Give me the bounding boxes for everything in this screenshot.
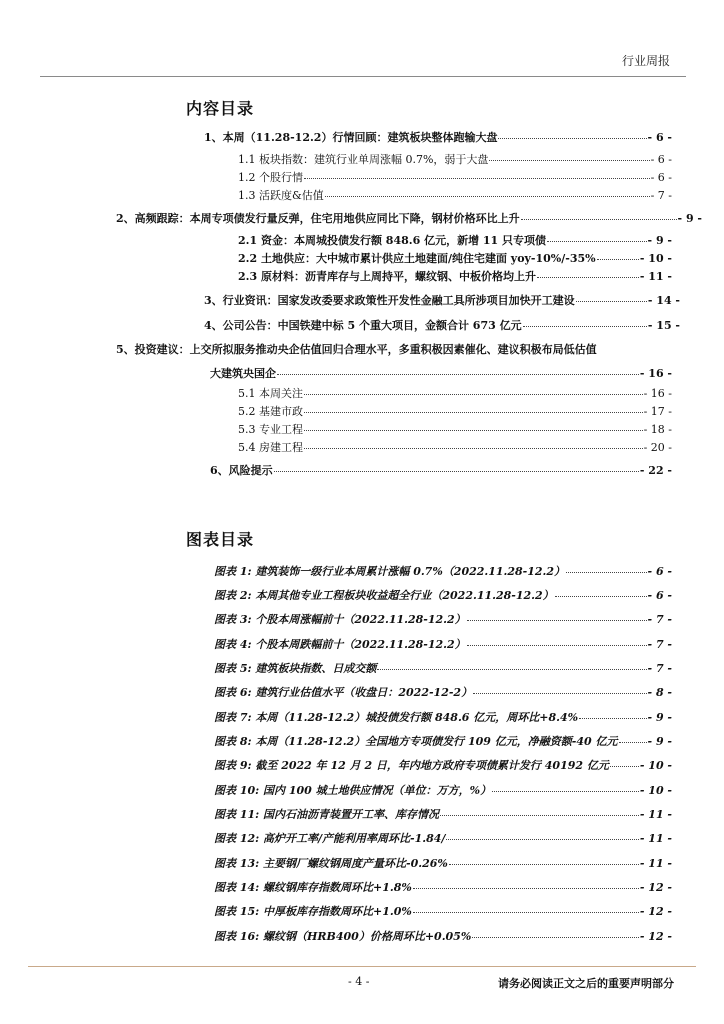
figure-entry[interactable]: 图表 13: 主要钢厂螺纹钢周度产量环比-0.26% - 11 - <box>214 857 672 870</box>
figure-entry[interactable]: 图表 5: 建筑板块指数、日成交额 - 7 - <box>214 662 672 675</box>
figure-entry[interactable]: 图表 10: 国内 100 城土地供应情况（单位：万方，%） - 10 - <box>214 784 672 797</box>
toc-entry[interactable]: 4、公司公告：中国铁建中标 5 个重大项目，金额合计 673 亿元 - 15 - <box>204 319 680 332</box>
toc-entry[interactable]: 5.1 本周关注 - 16 - <box>238 387 672 400</box>
toc-entry[interactable]: 5.2 基建市政 - 17 - <box>238 405 672 418</box>
toc-entry[interactable]: 3、行业资讯：国家发改委要求政策性开发性金融工具所涉项目加快开工建设 - 14 - <box>204 294 680 307</box>
figure-entry[interactable]: 图表 15: 中厚板库存指数周环比+1.0% - 12 - <box>214 905 672 918</box>
figure-entry[interactable]: 图表 12: 高炉开工率/产能利用率周环比-1.84/ - 11 - <box>214 832 672 845</box>
toc-title: 内容目录 <box>186 99 255 118</box>
toc-entry[interactable]: 5.3 专业工程 - 18 - <box>238 423 672 436</box>
toc-entry[interactable]: 2.2 土地供应：大中城市累计供应土地建面/纯住宅建面 yoy-10%/-35% - 10 - <box>238 252 672 265</box>
toc-entry-line1[interactable]: 5、投资建议：上交所拟服务推动央企估值回归合理水平，多重积极因素催化、建议积极布局低估值 <box>116 343 597 356</box>
toc-entry[interactable]: 1.1 板块指数：建筑行业单周涨幅 0.7%，弱于大盘 - 6 - <box>238 153 672 166</box>
toc-entry[interactable]: 1.3 活跃度&估值 - 7 - <box>238 189 672 202</box>
figure-entry[interactable]: 图表 11: 国内石油沥青装置开工率、库存情况 - 11 - <box>214 808 672 821</box>
toc-entry[interactable]: 2.1 资金：本周城投债发行额 848.6 亿元，新增 11 只专项债 - 9 - <box>238 234 672 247</box>
toc-entry[interactable]: 大建筑央国企 - 16 - <box>210 367 672 380</box>
figure-entry[interactable]: 图表 1: 建筑装饰一级行业本周累计涨幅 0.7%（2022.11.28-12.2） - 6 - <box>214 565 672 578</box>
toc-entry[interactable]: 1.2 个股行情 - 6 - <box>238 171 672 184</box>
header-divider <box>40 76 686 77</box>
figure-entry[interactable]: 图表 7: 本周（11.28-12.2）城投债发行额 848.6 亿元，周环比+8.4% - 9 - <box>214 711 672 724</box>
toc-entry[interactable]: 5.4 房建工程 - 20 - <box>238 441 672 454</box>
toc-entry[interactable]: 2.3 原材料：沥青库存与上周持平，螺纹钢、中板价格均上升 - 11 - <box>238 270 672 283</box>
figure-entry[interactable]: 图表 16: 螺纹钢（HRB400）价格周环比+0.05% - 12 - <box>214 930 672 943</box>
figure-entry[interactable]: 图表 14: 螺纹钢库存指数周环比+1.8% - 12 - <box>214 881 672 894</box>
figure-entry[interactable]: 图表 9: 截至 2022 年 12 月 2 日，年内地方政府专项债累计发行 40192 亿元 - 10 - <box>214 759 672 772</box>
figures-title: 图表目录 <box>186 530 255 549</box>
disclaimer-note: 请务必阅读正文之后的重要声明部分 <box>498 977 674 990</box>
figure-entry[interactable]: 图表 2: 本周其他专业工程板块收益超全行业（2022.11.28-12.2） - 6 - <box>214 589 672 602</box>
footer-divider <box>28 966 696 967</box>
toc-entry[interactable]: 2、高频跟踪：本周专项债发行量反弹，住宅用地供应同比下降，钢材价格环比上升 - 9 - <box>116 212 702 225</box>
toc-entry[interactable]: 1、本周（11.28-12.2）行情回顾：建筑板块整体跑输大盘 - 6 - <box>204 131 672 144</box>
figure-entry[interactable]: 图表 3: 个股本周涨幅前十（2022.11.28-12.2） - 7 - <box>214 613 672 626</box>
figure-entry[interactable]: 图表 4: 个股本周跌幅前十（2022.11.28-12.2） - 7 - <box>214 638 672 651</box>
figure-entry[interactable]: 图表 8: 本周（11.28-12.2）全国地方专项债发行 109 亿元，净融资额-40 亿元 - 9 - <box>214 735 672 748</box>
toc-entry[interactable]: 6、风险提示 - 22 - <box>210 464 672 477</box>
figure-entry[interactable]: 图表 6: 建筑行业估值水平（收盘日：2022-12-2） - 8 - <box>214 686 672 699</box>
report-type-header: 行业周报 <box>621 54 670 68</box>
page-number: - 4 - <box>348 975 370 988</box>
